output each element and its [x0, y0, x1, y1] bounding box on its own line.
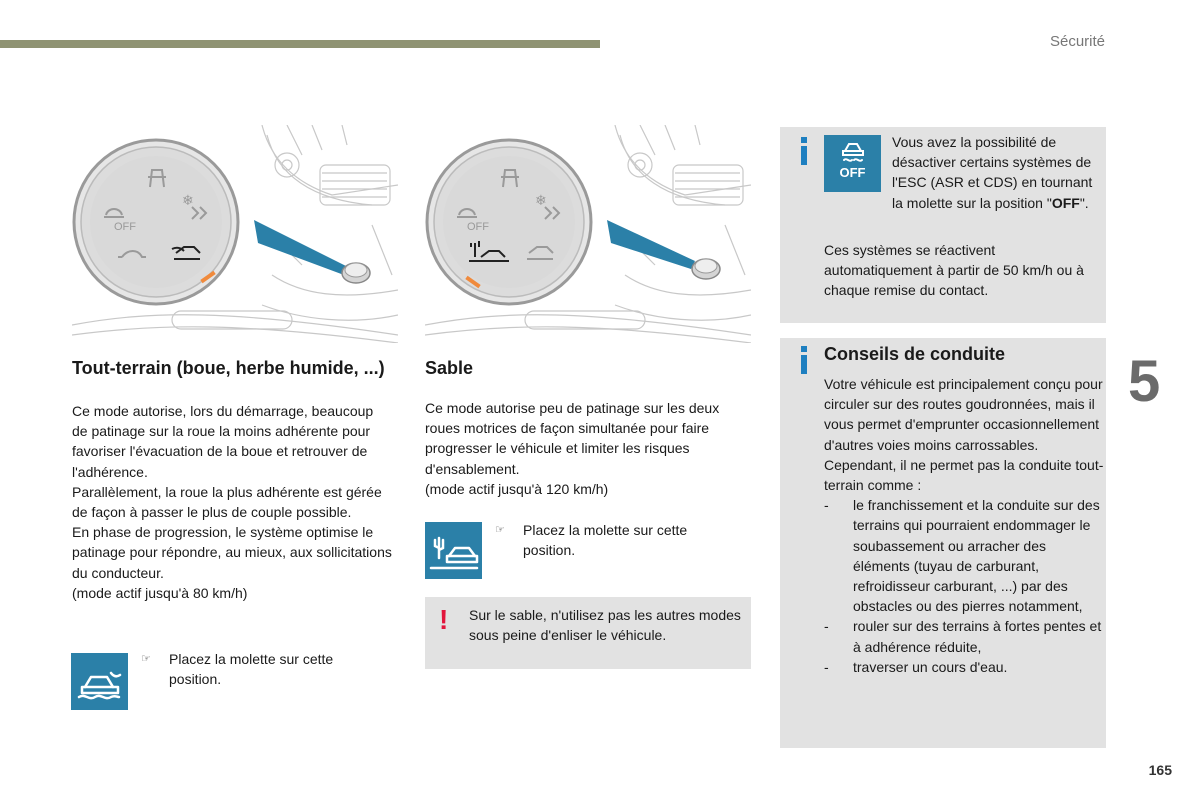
esc-off-tile — [824, 135, 881, 192]
sand-warning-box — [425, 597, 751, 669]
sand-bullet-text: Placez la molette sur cette position. — [523, 522, 688, 559]
dial-off-label: OFF — [114, 221, 136, 233]
section-title: Sécurité — [1049, 33, 1105, 50]
sand-mode-dial-illustration — [425, 125, 751, 343]
sand-warning-text: Sur le sable, n'utilisez pas les autres modes sous peine d'enliser le véhicule. — [469, 607, 741, 644]
pointing-hand-icon: ☞ — [495, 524, 505, 536]
offroad-section — [72, 358, 392, 603]
sand-car-icon — [425, 522, 482, 579]
pointing-hand-icon: ☞ — [141, 653, 151, 665]
dial-off-label: OFF — [467, 221, 489, 233]
esc-car-skid-icon — [840, 141, 866, 163]
info-icon — [794, 346, 814, 374]
header-accent-bar — [0, 40, 600, 48]
chapter-number: 5 — [1128, 349, 1161, 414]
driving-advice-content — [824, 344, 1104, 677]
warning-exclamation-icon: ! — [439, 604, 449, 635]
esc-off-info-box — [780, 127, 1106, 323]
esc-off-text-bold: OFF — [1051, 194, 1080, 211]
offroad-bullet — [141, 649, 381, 693]
mud-mode-dial-illustration — [72, 125, 398, 343]
offroad-bullet-text: Placez la molette sur cette position. — [169, 651, 334, 688]
list-item-text: le franchissement et la conduite sur des terrains qui pourraient endommager le soubassement ou arracher des éléments (tuyau de carburant, refroidisseur carburant, ...) par des obstacles ou des pierres notamment, — [853, 497, 1100, 615]
esc-off-text — [892, 132, 1097, 213]
page-number: 165 — [1148, 762, 1172, 778]
offroad-paragraph-4: (mode actif jusqu'à 80 km/h) — [72, 584, 248, 601]
offroad-paragraph-3: En phase de progression, le système optimise le patinage pour répondre, au mieux, aux sollicitations du conducteur. — [72, 524, 392, 581]
sand-paragraph-1: Ce mode autorise peu de patinage sur les deux roues motrices de façon simultanée pour faire progresser le véhicule et limiter les risques d'ensablement. — [425, 400, 720, 477]
driving-advice-title: Conseils de conduite — [824, 344, 1006, 364]
esc-off-text-start: Vous avez la possibilité de désactiver certains systèmes de l'ESC (ASR et CDS) en tournant la molette sur la position " — [892, 134, 1093, 211]
esc-off-label: OFF — [839, 165, 866, 180]
driving-advice-paragraph-2: Cependant, il ne permet pas la conduite tout-terrain comme : — [824, 456, 1104, 494]
driving-advice-paragraph-1: Votre véhicule est principalement conçu pour circuler sur des routes goudronnées, mais il vous permet d'emprunter occasionnellement d'autres voies moins carrossables. — [824, 376, 1103, 453]
sand-paragraph-2: (mode actif jusqu'à 120 km/h) — [425, 480, 609, 497]
list-item-text: traverser un cours d'eau. — [853, 658, 1008, 675]
list-item: - traverser un cours d'eau. — [824, 658, 1008, 675]
sand-bullet — [495, 520, 735, 564]
esc-off-text-end: ". — [1079, 194, 1089, 211]
offroad-title: Tout-terrain (boue, herbe humide, ...) — [72, 358, 385, 378]
svg-text:❄: ❄ — [182, 193, 194, 209]
list-item-text: rouler sur des terrains à fortes pentes et à adhérence réduite, — [853, 618, 1102, 655]
list-item: - le franchissement et la conduite sur des terrains qui pourraient endommager le soubassement ou arracher des éléments (tuyau de carburant, refroidisseur carburant, ...) par des obstacles ou des pierres notamment, — [824, 497, 1100, 615]
esc-reactivation-text: Ces systèmes se réactivent automatiquement à partir de 50 km/h ou à chaque remise du contact. — [824, 242, 1084, 299]
offroad-paragraph-2: Parallèlement, la roue la plus adhérente est gérée de façon à passer le plus de couple possible. — [72, 483, 382, 521]
sand-title: Sable — [425, 358, 474, 378]
svg-text:❄: ❄ — [535, 193, 547, 209]
list-item: - rouler sur des terrains à fortes pentes et à adhérence réduite, — [824, 618, 1102, 655]
sand-section — [425, 358, 755, 499]
info-icon — [794, 137, 814, 165]
offroad-paragraph-1: Ce mode autorise, lors du démarrage, beaucoup de patinage sur la roue la moins adhérente pour favoriser l'évacuation de la boue et retrouver de l'adhérence. — [72, 403, 374, 480]
mud-car-icon — [71, 653, 128, 710]
driving-advice-list — [824, 495, 1104, 677]
driving-advice-box — [780, 338, 1106, 748]
